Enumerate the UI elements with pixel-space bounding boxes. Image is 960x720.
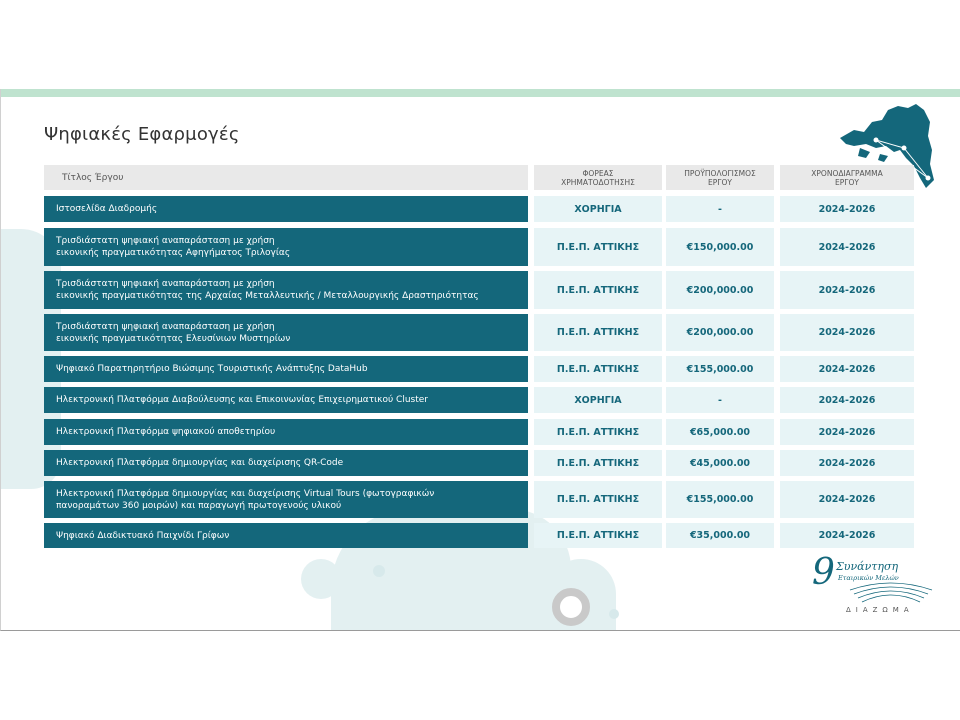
project-funder: Π.Ε.Π. ΑΤΤΙΚΗΣ	[534, 356, 662, 382]
table-row	[44, 481, 914, 518]
project-budget: €200,000.00	[666, 271, 774, 309]
project-title: Τρισδιάστατη ψηφιακή αναπαράσταση με χρήση εικονικής πραγματικότητας Ελευσίνιων Μυστηρίων	[44, 314, 528, 351]
logo-arcs-icon	[846, 578, 936, 604]
table-row	[44, 356, 914, 382]
project-title: Ηλεκτρονική Πλατφόρμα δημιουργίας και διαχείρισης Virtual Tours (φωτογραφικών πανοραμάτων 360 μοιρών) και παραγωγή πρωτογενούς υλικού	[44, 481, 528, 518]
project-timeline: 2024-2026	[780, 387, 914, 413]
project-timeline: 2024-2026	[780, 450, 914, 476]
table-row	[44, 450, 914, 476]
table-row	[44, 228, 914, 266]
logo-number: 9	[812, 552, 835, 593]
project-funder: ΧΟΡΗΓΙΑ	[534, 196, 662, 222]
project-budget: €65,000.00	[666, 419, 774, 445]
project-timeline: 2024-2026	[780, 314, 914, 351]
project-timeline: 2024-2026	[780, 481, 914, 518]
project-funder: Π.Ε.Π. ΑΤΤΙΚΗΣ	[534, 314, 662, 351]
table-row	[44, 314, 914, 351]
header-title: Τίτλος Έργου	[44, 165, 528, 190]
project-budget: €45,000.00	[666, 450, 774, 476]
project-title: Ηλεκτρονική Πλατφόρμα ψηφιακού αποθετηρίου	[44, 419, 528, 445]
logo-line1: Συνάντηση	[836, 560, 899, 573]
project-timeline: 2024-2026	[780, 419, 914, 445]
project-title: Τρισδιάστατη ψηφιακή αναπαράσταση με χρήση εικονικής πραγματικότητας Αφηγήματος Τριλογίας	[44, 228, 528, 266]
header-timeline: ΧΡΟΝΟΔΙΑΓΡΑΜΜΑ ΕΡΓΟΥ	[780, 165, 914, 190]
event-logo	[812, 552, 942, 618]
table-header	[44, 165, 914, 190]
background-dot	[609, 609, 619, 619]
header-funder: ΦΟΡΕΑΣ ΧΡΗΜΑΤΟΔΟΤΗΣΗΣ	[534, 165, 662, 190]
project-funder: Π.Ε.Π. ΑΤΤΙΚΗΣ	[534, 450, 662, 476]
project-budget: -	[666, 387, 774, 413]
project-timeline: 2024-2026	[780, 228, 914, 266]
project-budget: €155,000.00	[666, 356, 774, 382]
project-title: Ψηφιακό Παρατηρητήριο Βιώσιμης Τουριστικής Ανάπτυξης DataHub	[44, 356, 528, 382]
project-funder: Π.Ε.Π. ΑΤΤΙΚΗΣ	[534, 481, 662, 518]
project-budget: €150,000.00	[666, 228, 774, 266]
logo-line2: Εταιρικών Μελών	[838, 574, 899, 582]
table-row	[44, 271, 914, 309]
ring-decoration-icon	[552, 588, 590, 626]
table-row	[44, 196, 914, 222]
top-band	[1, 89, 960, 97]
project-funder: ΧΟΡΗΓΙΑ	[534, 387, 662, 413]
project-title: Ηλεκτρονική Πλατφόρμα Διαβούλευσης και Επικοινωνίας Επιχειρηματικού Cluster	[44, 387, 528, 413]
project-budget: €155,000.00	[666, 481, 774, 518]
project-budget: €200,000.00	[666, 314, 774, 351]
project-funder: Π.Ε.Π. ΑΤΤΙΚΗΣ	[534, 419, 662, 445]
project-budget: €35,000.00	[666, 523, 774, 548]
project-title: Τρισδιάστατη ψηφιακή αναπαράσταση με χρήση εικονικής πραγματικότητας της Αρχαίας Μεταλλευτικής / Μεταλλουργικής Δραστηριότητας	[44, 271, 528, 309]
project-funder: Π.Ε.Π. ΑΤΤΙΚΗΣ	[534, 228, 662, 266]
table-row	[44, 419, 914, 445]
table-row	[44, 387, 914, 413]
project-funder: Π.Ε.Π. ΑΤΤΙΚΗΣ	[534, 271, 662, 309]
page-title: Ψηφιακές Εφαρμογές	[44, 124, 240, 145]
project-budget: -	[666, 196, 774, 222]
project-title: Ηλεκτρονική Πλατφόρμα δημιουργίας και διαχείρισης QR-Code	[44, 450, 528, 476]
table-row	[44, 523, 914, 548]
project-timeline: 2024-2026	[780, 196, 914, 222]
project-timeline: 2024-2026	[780, 356, 914, 382]
background-dot	[373, 565, 385, 577]
logo-brand: ΔΙΑΖΩΜΑ	[846, 606, 914, 614]
background-shape	[301, 559, 341, 599]
project-timeline: 2024-2026	[780, 523, 914, 548]
project-funder: Π.Ε.Π. ΑΤΤΙΚΗΣ	[534, 523, 662, 548]
project-timeline: 2024-2026	[780, 271, 914, 309]
project-title: Ιστοσελίδα Διαδρομής	[44, 196, 528, 222]
header-budget: ΠΡΟΫΠΟΛΟΓΙΣΜΟΣ ΕΡΓΟΥ	[666, 165, 774, 190]
project-title: Ψηφιακό Διαδικτυακό Παιχνίδι Γρίφων	[44, 523, 528, 548]
